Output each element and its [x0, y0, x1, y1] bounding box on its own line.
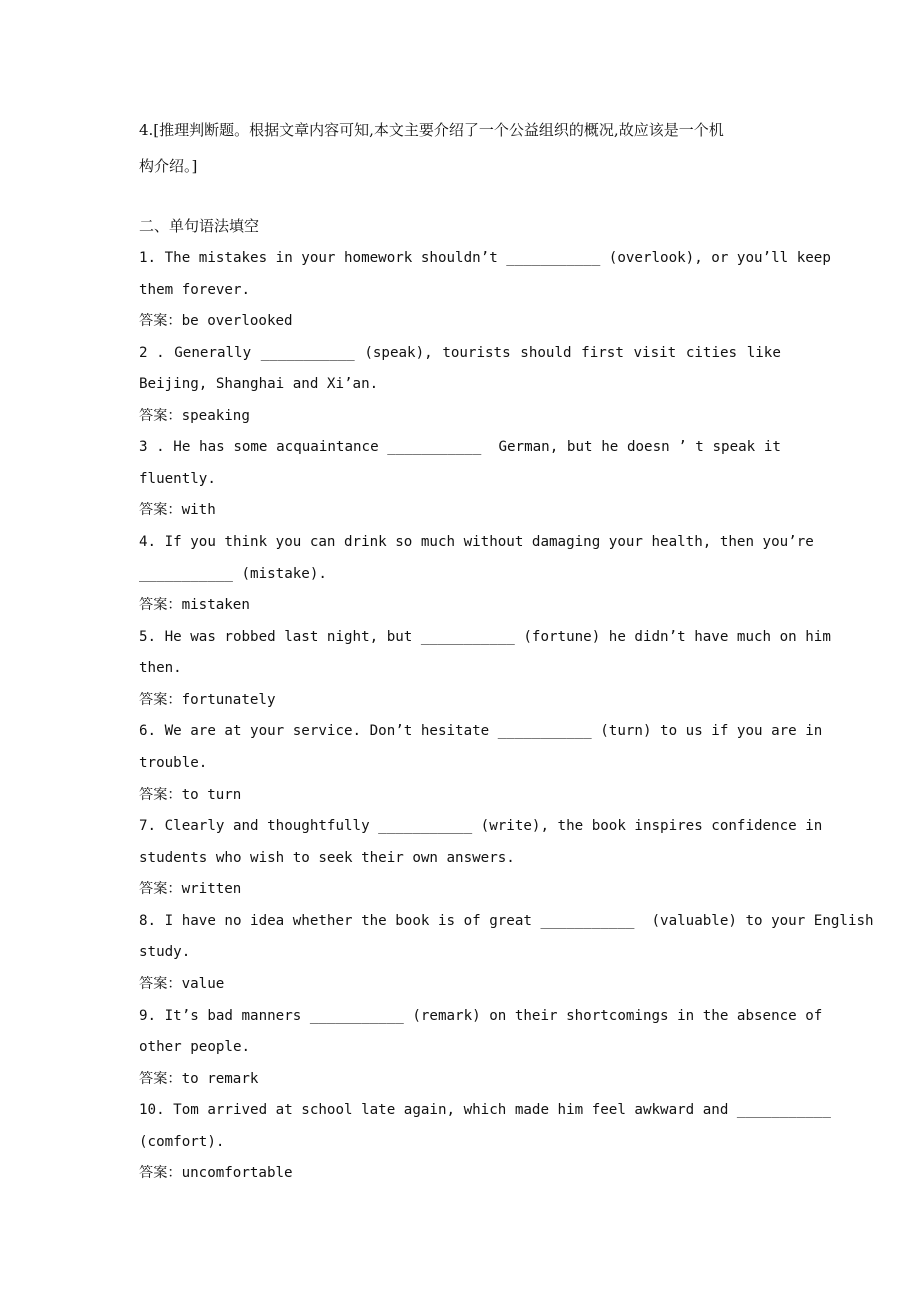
q2-word: visit [633, 345, 677, 361]
q2-word: tourists [442, 345, 511, 361]
question-3-line-1 [139, 438, 781, 456]
question-7-line-2: students who wish to seek their own answers. [139, 850, 515, 866]
question-6-line-2: trouble. [139, 755, 208, 771]
q3-word: speak [712, 439, 756, 455]
answer-9: 答案：to remark [139, 1071, 259, 1087]
q2-word: cities [685, 345, 738, 361]
answer-10: 答案：uncomfortable [139, 1165, 293, 1181]
answer-2: 答案：speaking [139, 408, 250, 424]
q3-word: 3 . [139, 439, 165, 455]
answer-5: 答案：fortunately [139, 692, 276, 708]
q3-word: doesn ’ t [626, 439, 704, 455]
answer-4: 答案：mistaken [139, 597, 250, 613]
note-line-2: 构介绍。] [139, 157, 198, 175]
question-3-line-2: fluently. [139, 471, 216, 487]
q3-word: it [763, 439, 781, 455]
q3-word: has [199, 439, 225, 455]
question-1-line-2: them forever. [139, 282, 251, 298]
question-4-line-2: ___________ (mistake). [139, 566, 327, 582]
question-1-line-1: 1. The mistakes in your homework shouldn’t ___________ (overlook), or you’ll keep [139, 250, 831, 266]
q2-word: should [520, 345, 572, 361]
question-2-line-1 [139, 344, 781, 362]
q3-word: German, [489, 439, 559, 455]
question-8-line-1: 8. I have no idea whether the book is of great ___________ (valuable) to your English [139, 913, 874, 929]
question-7-line-1: 7. Clearly and thoughtfully ___________ (write), the book inspires confidence in [139, 818, 823, 834]
answer-7: 答案：written [139, 881, 242, 897]
q2-word: Generally [174, 345, 252, 361]
question-8-line-2: study. [139, 944, 191, 960]
answer-1: 答案：be overlooked [139, 313, 293, 329]
section-title: 二、单句语法填空 [139, 217, 260, 235]
q3-blank: ___________ [387, 439, 482, 455]
q3-word: some [233, 439, 268, 455]
q2-blank: ___________ [260, 345, 355, 361]
question-2-line-2: Beijing, Shanghai and Xi’an. [139, 376, 379, 392]
question-9-line-2: other people. [139, 1039, 251, 1055]
q2-word: (speak), [364, 345, 433, 361]
question-5-line-2: then. [139, 660, 182, 676]
q2-word: like [746, 345, 781, 361]
q2-word: 2 . [139, 345, 165, 361]
answer-6: 答案：to turn [139, 787, 242, 803]
question-10-line-2: (comfort). [139, 1134, 225, 1150]
q3-word: but [566, 439, 593, 455]
question-6-line-1: 6. We are at your service. Don’t hesitate ___________ (turn) to us if you are in [139, 723, 823, 739]
question-9-line-1: 9. It’s bad manners ___________ (remark) on their shortcomings in the absence of [139, 1008, 823, 1024]
q2-word: first [581, 345, 624, 361]
q3-word: acquaintance [276, 439, 379, 455]
q3-word: He [173, 439, 191, 455]
question-4-line-1: 4. If you think you can drink so much without damaging your health, then you’re [139, 534, 814, 550]
q3-word: he [601, 439, 619, 455]
answer-3: 答案：with [139, 502, 216, 518]
note-line-1: 4.[推理判断题。根据文章内容可知,本文主要介绍了一个公益组织的概况,故应该是一个机 [139, 121, 724, 139]
question-10-line-1: 10. Tom arrived at school late again, which made him feel awkward and ___________ [139, 1102, 831, 1118]
question-5-line-1: 5. He was robbed last night, but ___________ (fortune) he didn’t have much on him [139, 629, 831, 645]
answer-8: 答案：value [139, 976, 225, 992]
